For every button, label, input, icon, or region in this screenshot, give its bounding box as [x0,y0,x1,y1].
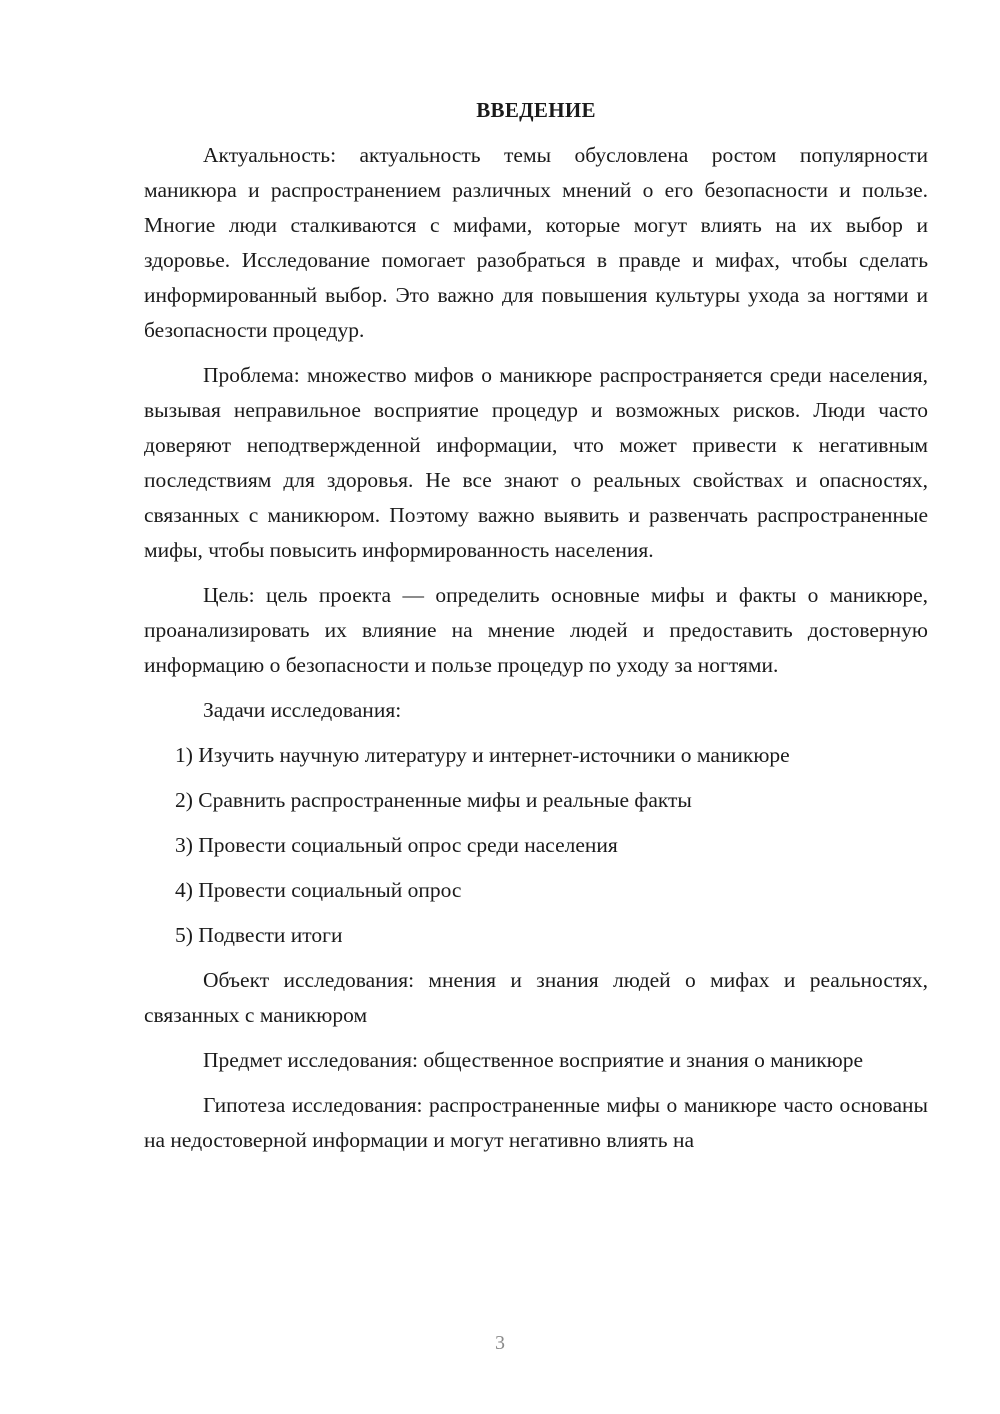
hypothesis-paragraph: Гипотеза исследования: распространенные мифы о маникюре часто основаны на недостоверной информации и могут негативно влиять на [144,1093,928,1152]
list-item: 1) Изучить научную литературу и интернет-источники о маникюре [175,743,790,767]
tasks-list [144,738,928,953]
goal-paragraph: Цель: цель проекта — определить основные мифы и факты о маникюре, проанализировать их влияние на мнение людей и предоставить достоверную информацию о безопасности и пользе процедур по уходу за ногтями. [144,583,928,677]
object-paragraph: Объект исследования: мнения и знания людей о мифах и реальностях, связанных с маникюром [144,968,928,1027]
page-title: ВВЕДЕНИЕ [476,98,596,122]
list-item: 3) Провести социальный опрос среди населения [175,833,618,857]
problem-paragraph: Проблема: множество мифов о маникюре распространяется среди населения, вызывая неправильное восприятие процедур и возможных рисков. Люди часто доверяют неподтвержденной информации, что может привести к негативным последствиям для здоровья. Не все знают о реальных свойствах и опасностях, связанных с маникюром. Поэтому важно выявить и развенчать распространенные мифы, чтобы повысить информированность населения. [144,363,928,562]
list-item: 2) Сравнить распространенные мифы и реальные факты [175,788,692,812]
list-item: 5) Подвести итоги [175,923,343,947]
tasks-heading: Задачи исследования: [203,698,402,722]
relevance-paragraph: Актуальность: актуальность темы обусловлена ростом популярности маникюра и распространением различных мнений о его безопасности и пользе. Многие люди сталкиваются с мифами, которые могут влиять на их выбор и здоровье. Исследование помогает разобраться в правде и мифах, чтобы сделать информированный выбор. Это важно для повышения культуры ухода за ногтями и безопасности процедур. [144,143,928,342]
list-item: 4) Провести социальный опрос [175,878,462,902]
document-page [144,96,928,1158]
page-number: 3 [495,1332,505,1354]
subject-paragraph: Предмет исследования: общественное восприятие и знания о маникюре [203,1048,864,1072]
